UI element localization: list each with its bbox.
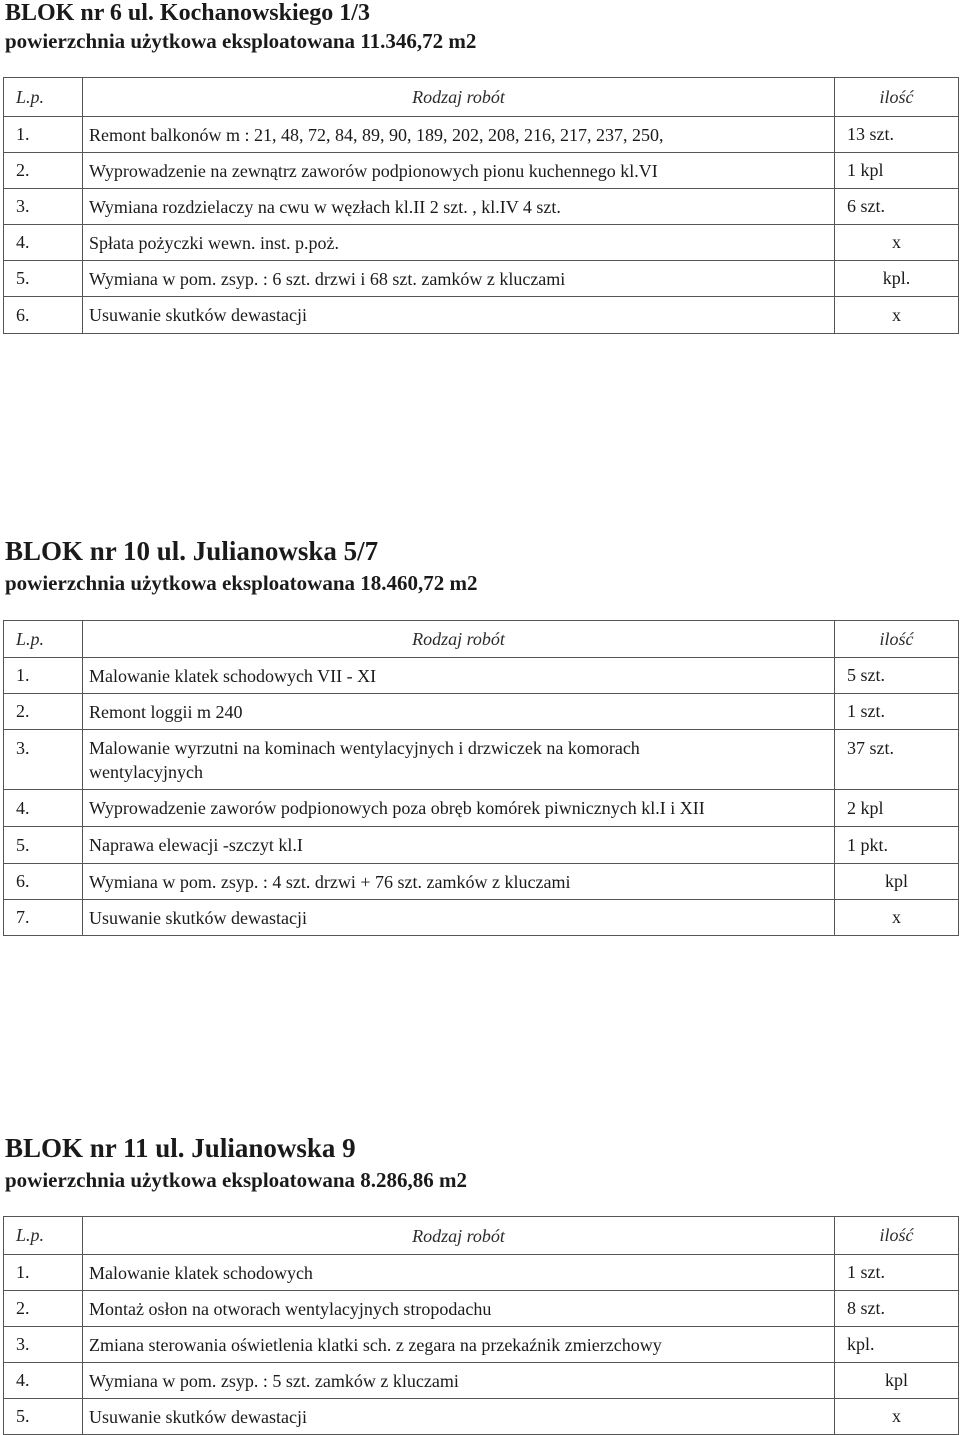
row-qty: 1 pkt. — [835, 827, 959, 864]
row-qty: 2 kpl — [835, 790, 959, 827]
table-row — [4, 117, 959, 153]
row-work: Wymiana rozdzielaczy na cwu w węzłach kl.II 2 szt. , kl.IV 4 szt. — [83, 189, 835, 225]
row-work: Usuwanie skutków dewastacji — [83, 297, 835, 334]
works-table — [3, 77, 959, 334]
row-lp: 1. — [4, 117, 83, 153]
row-lp: 5. — [4, 261, 83, 297]
table-row — [4, 1363, 959, 1399]
row-lp: 2. — [4, 153, 83, 189]
works-table — [3, 1216, 959, 1435]
table-row — [4, 1327, 959, 1363]
table-row — [4, 261, 959, 297]
col-header-qty: ilość — [835, 1217, 959, 1255]
row-work: Montaż osłon na otworach wentylacyjnych stropodachu — [83, 1291, 835, 1327]
row-qty: kpl. — [835, 1327, 959, 1363]
table-row — [4, 864, 959, 900]
row-work: Malowanie wyrzutni na kominach wentylacyjnych i drzwiczek na komorach wentylacyjnych — [83, 730, 835, 790]
table-row — [4, 694, 959, 730]
row-lp: 2. — [4, 1291, 83, 1327]
row-work: Zmiana sterowania oświetlenia klatki sch. z zegara na przekaźnik zmierzchowy — [83, 1327, 835, 1363]
block-area: powierzchnia użytkowa eksploatowana 11.346,72 m2 — [5, 29, 477, 53]
table-row — [4, 790, 959, 827]
row-work: Remont loggii m 240 — [83, 694, 835, 730]
row-qty: 13 szt. — [835, 117, 959, 153]
table-row — [4, 730, 959, 790]
row-qty: x — [835, 900, 959, 936]
row-lp: 2. — [4, 694, 83, 730]
row-work: Wyprowadzenie na zewnątrz zaworów podpionowych pionu kuchennego kl.VI — [83, 153, 835, 189]
row-lp: 4. — [4, 1363, 83, 1399]
row-work: Usuwanie skutków dewastacji — [83, 900, 835, 936]
row-work: Wymiana w pom. zsyp. : 5 szt. zamków z kluczami — [83, 1363, 835, 1399]
block-area: powierzchnia użytkowa eksploatowana 18.460,72 m2 — [5, 571, 478, 595]
row-qty: x — [835, 1399, 959, 1435]
table-row — [4, 153, 959, 189]
table-row — [4, 1399, 959, 1435]
table-header-row — [4, 621, 959, 658]
block-area: powierzchnia użytkowa eksploatowana 8.286,86 m2 — [5, 1168, 468, 1192]
table-row — [4, 1255, 959, 1291]
row-qty: 5 szt. — [835, 658, 959, 694]
table-row — [4, 297, 959, 334]
row-lp: 4. — [4, 225, 83, 261]
col-header-lp: L.p. — [4, 78, 83, 117]
row-qty: x — [835, 225, 959, 261]
row-work: Naprawa elewacji -szczyt kl.I — [83, 827, 835, 864]
row-qty: 6 szt. — [835, 189, 959, 225]
row-lp: 5. — [4, 1399, 83, 1435]
block-title: BLOK nr 10 ul. Julianowska 5/7 — [5, 536, 379, 566]
col-header-qty: ilość — [835, 621, 959, 658]
row-work: Wymiana w pom. zsyp. : 6 szt. drzwi i 68 szt. zamków z kluczami — [83, 261, 835, 297]
row-qty: kpl — [835, 1363, 959, 1399]
block-title: BLOK nr 11 ul. Julianowska 9 — [5, 1133, 356, 1163]
row-lp: 3. — [4, 730, 83, 790]
row-lp: 4. — [4, 790, 83, 827]
row-lp: 1. — [4, 658, 83, 694]
row-lp: 7. — [4, 900, 83, 936]
col-header-work: Rodzaj robót — [83, 1217, 835, 1255]
row-qty: 1 kpl — [835, 153, 959, 189]
row-work: Usuwanie skutków dewastacji — [83, 1399, 835, 1435]
row-lp: 3. — [4, 1327, 83, 1363]
table-header-row — [4, 78, 959, 117]
row-work: Malowanie klatek schodowych — [83, 1255, 835, 1291]
table-row — [4, 827, 959, 864]
table-row — [4, 1291, 959, 1327]
table-row — [4, 658, 959, 694]
row-lp: 3. — [4, 189, 83, 225]
row-lp: 1. — [4, 1255, 83, 1291]
row-work: Malowanie klatek schodowych VII - XI — [83, 658, 835, 694]
col-header-work: Rodzaj robót — [83, 621, 835, 658]
block-title: BLOK nr 6 ul. Kochanowskiego 1/3 — [5, 0, 370, 26]
table-header-row — [4, 1217, 959, 1255]
col-header-work: Rodzaj robót — [83, 78, 835, 117]
row-work: Wymiana w pom. zsyp. : 4 szt. drzwi + 76 szt. zamków z kluczami — [83, 864, 835, 900]
col-header-qty: ilość — [835, 78, 959, 117]
row-lp: 5. — [4, 827, 83, 864]
row-qty: 1 szt. — [835, 694, 959, 730]
row-lp: 6. — [4, 297, 83, 334]
table-row — [4, 189, 959, 225]
row-qty: 8 szt. — [835, 1291, 959, 1327]
col-header-lp: L.p. — [4, 1217, 83, 1255]
row-qty: kpl — [835, 864, 959, 900]
works-table — [3, 620, 959, 936]
col-header-lp: L.p. — [4, 621, 83, 658]
row-qty: x — [835, 297, 959, 334]
row-qty: 1 szt. — [835, 1255, 959, 1291]
row-qty: kpl. — [835, 261, 959, 297]
row-work: Spłata pożyczki wewn. inst. p.poż. — [83, 225, 835, 261]
row-qty: 37 szt. — [835, 730, 959, 790]
row-lp: 6. — [4, 864, 83, 900]
row-work: Wyprowadzenie zaworów podpionowych poza obręb komórek piwnicznych kl.I i XII — [83, 790, 835, 827]
table-row — [4, 225, 959, 261]
table-row — [4, 900, 959, 936]
row-work: Remont balkonów m : 21, 48, 72, 84, 89, 90, 189, 202, 208, 216, 217, 237, 250, — [83, 117, 835, 153]
